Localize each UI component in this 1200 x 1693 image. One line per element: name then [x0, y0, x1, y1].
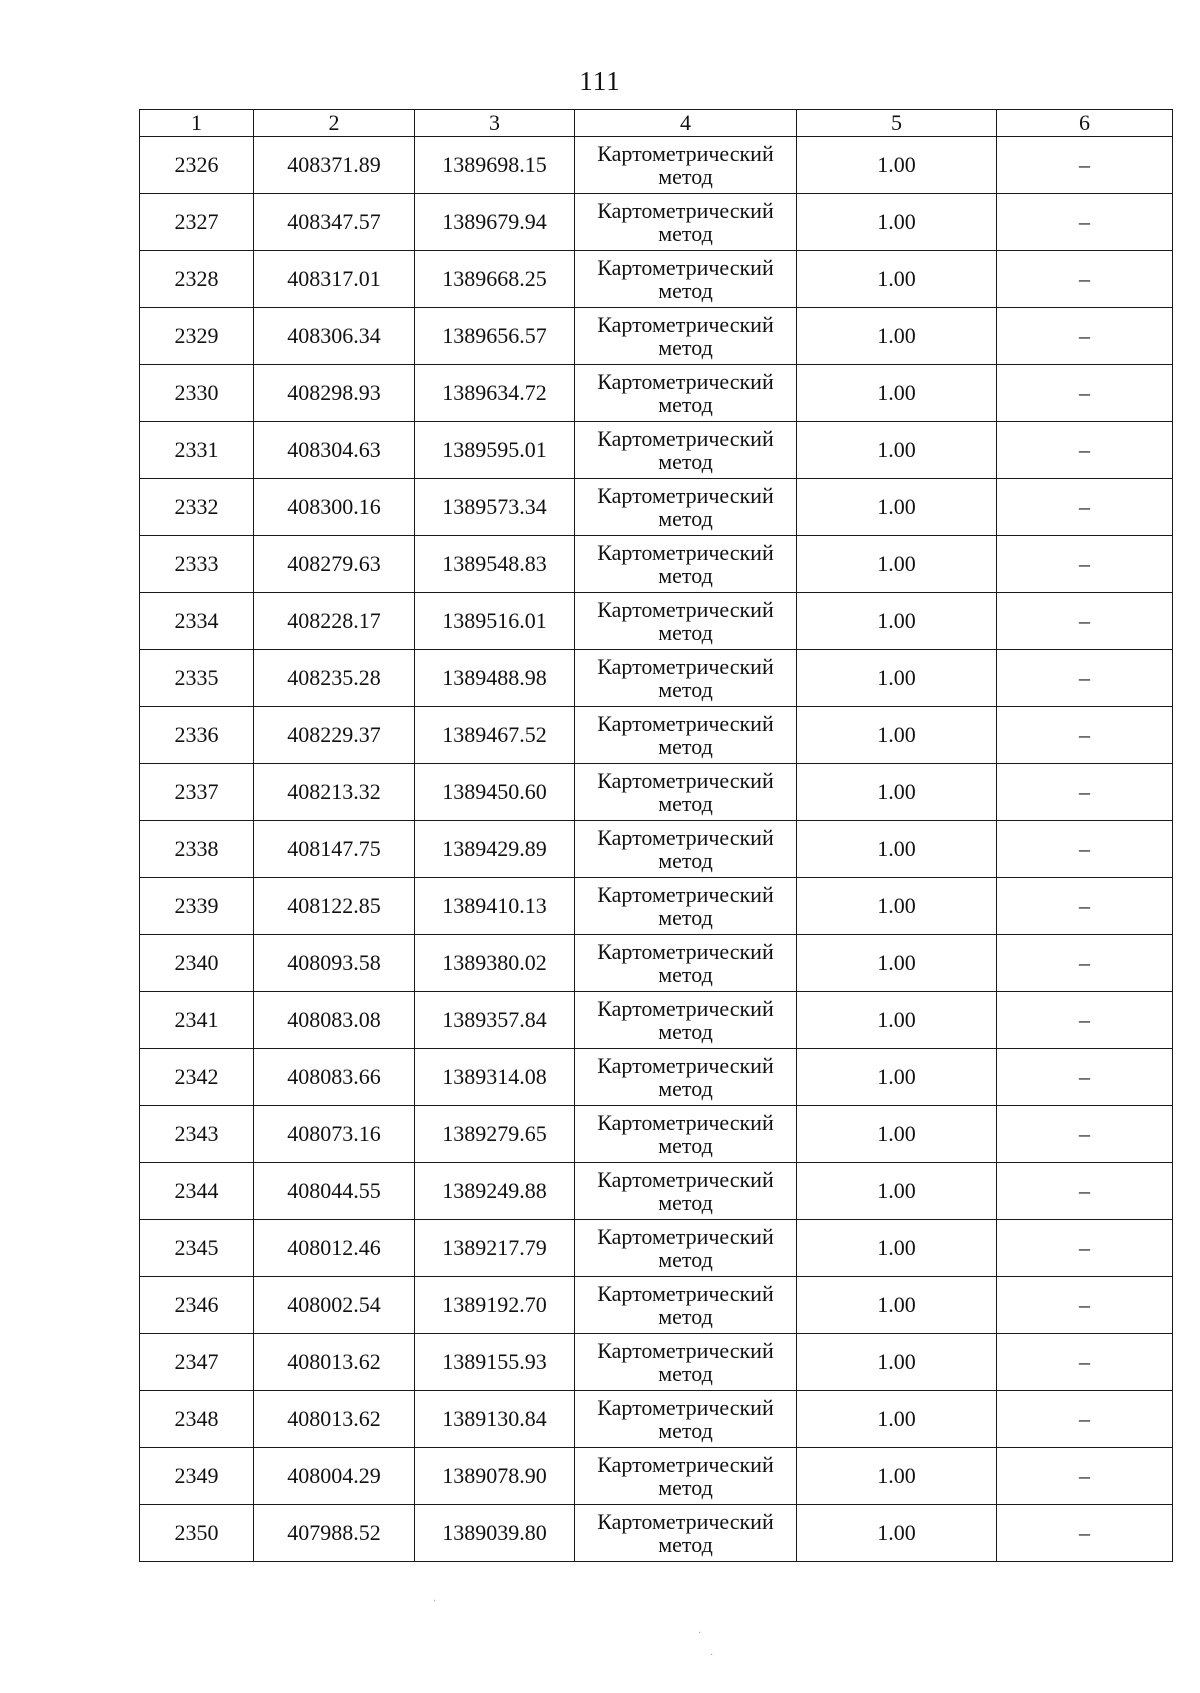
accuracy-cell: 1.00 — [797, 1334, 997, 1391]
method-line-1: Картометрический — [597, 426, 774, 451]
y-coordinate-cell: 1389314.08 — [415, 1049, 575, 1106]
method-line-1: Картометрический — [597, 1452, 774, 1477]
x-coordinate-cell: 408073.16 — [254, 1106, 415, 1163]
point-number-cell: 2342 — [140, 1049, 254, 1106]
empty-cell: – — [997, 1220, 1173, 1277]
y-coordinate-cell: 1389467.52 — [415, 707, 575, 764]
method-line-2: метод — [658, 1247, 713, 1272]
empty-cell: – — [997, 1448, 1173, 1505]
table-row — [140, 365, 1173, 422]
point-number-cell: 2331 — [140, 422, 254, 479]
method-line-1: Картометрический — [597, 1281, 774, 1306]
empty-cell: – — [997, 935, 1173, 992]
scan-speck: · — [433, 1596, 437, 1607]
accuracy-cell: 1.00 — [797, 707, 997, 764]
accuracy-cell: 1.00 — [797, 593, 997, 650]
method-line-2: метод — [658, 1532, 713, 1557]
table-row — [140, 137, 1173, 194]
y-coordinate-cell: 1389450.60 — [415, 764, 575, 821]
x-coordinate-cell: 408004.29 — [254, 1448, 415, 1505]
method-line-2: метод — [658, 1361, 713, 1386]
method-line-2: метод — [658, 1475, 713, 1500]
accuracy-cell: 1.00 — [797, 1106, 997, 1163]
method-line-2: метод — [658, 1133, 713, 1158]
x-coordinate-cell: 408093.58 — [254, 935, 415, 992]
x-coordinate-cell: 407988.52 — [254, 1505, 415, 1562]
y-coordinate-cell: 1389668.25 — [415, 251, 575, 308]
method-line-1: Картометрический — [597, 255, 774, 280]
point-number-cell: 2337 — [140, 764, 254, 821]
method-cell — [575, 251, 797, 308]
y-coordinate-cell: 1389679.94 — [415, 194, 575, 251]
table-row — [140, 650, 1173, 707]
method-line-1: Картометрический — [597, 597, 774, 622]
empty-cell: – — [997, 1106, 1173, 1163]
y-coordinate-cell: 1389656.57 — [415, 308, 575, 365]
method-cell — [575, 1505, 797, 1562]
table-body — [140, 137, 1173, 1562]
y-coordinate-cell: 1389548.83 — [415, 536, 575, 593]
y-coordinate-cell: 1389130.84 — [415, 1391, 575, 1448]
accuracy-cell: 1.00 — [797, 194, 997, 251]
empty-cell: – — [997, 308, 1173, 365]
method-line-2: метод — [658, 848, 713, 873]
method-cell — [575, 365, 797, 422]
table-row — [140, 821, 1173, 878]
method-cell — [575, 194, 797, 251]
point-number-cell: 2339 — [140, 878, 254, 935]
table-row — [140, 536, 1173, 593]
method-line-2: метод — [658, 335, 713, 360]
accuracy-cell: 1.00 — [797, 935, 997, 992]
method-cell — [575, 650, 797, 707]
point-number-cell: 2345 — [140, 1220, 254, 1277]
method-line-2: метод — [658, 1304, 713, 1329]
method-line-2: метод — [658, 1019, 713, 1044]
point-number-cell: 2334 — [140, 593, 254, 650]
method-line-1: Картометрический — [597, 198, 774, 223]
method-cell — [575, 1448, 797, 1505]
empty-cell: – — [997, 536, 1173, 593]
method-cell — [575, 1334, 797, 1391]
y-coordinate-cell: 1389488.98 — [415, 650, 575, 707]
method-line-2: метод — [658, 791, 713, 816]
point-number-cell: 2336 — [140, 707, 254, 764]
table-row — [140, 1049, 1173, 1106]
method-cell — [575, 992, 797, 1049]
point-number-cell: 2343 — [140, 1106, 254, 1163]
point-number-cell: 2330 — [140, 365, 254, 422]
method-cell — [575, 1163, 797, 1220]
x-coordinate-cell: 408304.63 — [254, 422, 415, 479]
y-coordinate-cell: 1389155.93 — [415, 1334, 575, 1391]
method-cell — [575, 878, 797, 935]
method-line-2: метод — [658, 164, 713, 189]
empty-cell: – — [997, 365, 1173, 422]
method-line-2: метод — [658, 506, 713, 531]
column-header: 3 — [415, 110, 575, 137]
table-row — [140, 1391, 1173, 1448]
method-line-2: метод — [658, 962, 713, 987]
column-header: 5 — [797, 110, 997, 137]
empty-cell: – — [997, 764, 1173, 821]
method-line-2: метод — [658, 1076, 713, 1101]
table-row — [140, 764, 1173, 821]
y-coordinate-cell: 1389634.72 — [415, 365, 575, 422]
method-cell — [575, 1049, 797, 1106]
accuracy-cell: 1.00 — [797, 308, 997, 365]
empty-cell: – — [997, 1391, 1173, 1448]
x-coordinate-cell: 408371.89 — [254, 137, 415, 194]
accuracy-cell: 1.00 — [797, 422, 997, 479]
empty-cell: – — [997, 650, 1173, 707]
empty-cell: – — [997, 593, 1173, 650]
y-coordinate-cell: 1389429.89 — [415, 821, 575, 878]
method-cell — [575, 479, 797, 536]
table-row — [140, 878, 1173, 935]
y-coordinate-cell: 1389249.88 — [415, 1163, 575, 1220]
accuracy-cell: 1.00 — [797, 1448, 997, 1505]
page-number: 111 — [579, 66, 621, 96]
empty-cell: – — [997, 1163, 1173, 1220]
empty-cell: – — [997, 137, 1173, 194]
table-row — [140, 251, 1173, 308]
point-number-cell: 2328 — [140, 251, 254, 308]
method-line-1: Картометрический — [597, 825, 774, 850]
accuracy-cell: 1.00 — [797, 878, 997, 935]
table-row — [140, 1163, 1173, 1220]
accuracy-cell: 1.00 — [797, 1277, 997, 1334]
method-line-1: Картометрический — [597, 1338, 774, 1363]
table-row — [140, 1106, 1173, 1163]
method-line-2: метод — [658, 449, 713, 474]
method-cell — [575, 707, 797, 764]
x-coordinate-cell: 408306.34 — [254, 308, 415, 365]
method-line-1: Картометрический — [597, 1224, 774, 1249]
point-number-cell: 2341 — [140, 992, 254, 1049]
column-header: 2 — [254, 110, 415, 137]
accuracy-cell: 1.00 — [797, 992, 997, 1049]
y-coordinate-cell: 1389573.34 — [415, 479, 575, 536]
empty-cell: – — [997, 251, 1173, 308]
point-number-cell: 2338 — [140, 821, 254, 878]
empty-cell: – — [997, 422, 1173, 479]
table-row — [140, 479, 1173, 536]
x-coordinate-cell: 408235.28 — [254, 650, 415, 707]
table-row — [140, 1334, 1173, 1391]
point-number-cell: 2350 — [140, 1505, 254, 1562]
y-coordinate-cell: 1389595.01 — [415, 422, 575, 479]
y-coordinate-cell: 1389410.13 — [415, 878, 575, 935]
y-coordinate-cell: 1389698.15 — [415, 137, 575, 194]
empty-cell: – — [997, 479, 1173, 536]
table-row — [140, 1505, 1173, 1562]
method-cell — [575, 1277, 797, 1334]
point-number-cell: 2348 — [140, 1391, 254, 1448]
method-line-1: Картометрический — [597, 939, 774, 964]
accuracy-cell: 1.00 — [797, 365, 997, 422]
method-line-2: метод — [658, 620, 713, 645]
x-coordinate-cell: 408213.32 — [254, 764, 415, 821]
column-header: 1 — [140, 110, 254, 137]
accuracy-cell: 1.00 — [797, 1391, 997, 1448]
x-coordinate-cell: 408083.08 — [254, 992, 415, 1049]
accuracy-cell: 1.00 — [797, 137, 997, 194]
point-number-cell: 2349 — [140, 1448, 254, 1505]
method-cell — [575, 422, 797, 479]
x-coordinate-cell: 408229.37 — [254, 707, 415, 764]
y-coordinate-cell: 1389192.70 — [415, 1277, 575, 1334]
x-coordinate-cell: 408013.62 — [254, 1334, 415, 1391]
table-row — [140, 593, 1173, 650]
accuracy-cell: 1.00 — [797, 479, 997, 536]
method-line-2: метод — [658, 392, 713, 417]
y-coordinate-cell: 1389516.01 — [415, 593, 575, 650]
point-number-cell: 2335 — [140, 650, 254, 707]
method-cell — [575, 1391, 797, 1448]
empty-cell: – — [997, 707, 1173, 764]
table-row — [140, 1277, 1173, 1334]
x-coordinate-cell: 408147.75 — [254, 821, 415, 878]
point-number-cell: 2346 — [140, 1277, 254, 1334]
method-cell — [575, 137, 797, 194]
point-number-cell: 2333 — [140, 536, 254, 593]
method-cell — [575, 935, 797, 992]
method-line-1: Картометрический — [597, 1509, 774, 1534]
table-row — [140, 935, 1173, 992]
table-row — [140, 422, 1173, 479]
empty-cell: – — [997, 1334, 1173, 1391]
empty-cell: – — [997, 992, 1173, 1049]
method-line-1: Картометрический — [597, 882, 774, 907]
empty-cell: – — [997, 878, 1173, 935]
method-line-2: метод — [658, 1190, 713, 1215]
method-line-1: Картометрический — [597, 1053, 774, 1078]
y-coordinate-cell: 1389380.02 — [415, 935, 575, 992]
x-coordinate-cell: 408044.55 — [254, 1163, 415, 1220]
table-row — [140, 992, 1173, 1049]
y-coordinate-cell: 1389039.80 — [415, 1505, 575, 1562]
point-number-cell: 2347 — [140, 1334, 254, 1391]
accuracy-cell: 1.00 — [797, 1163, 997, 1220]
method-line-1: Картометрический — [597, 654, 774, 679]
point-number-cell: 2340 — [140, 935, 254, 992]
method-cell — [575, 308, 797, 365]
point-number-cell: 2332 — [140, 479, 254, 536]
method-line-1: Картометрический — [597, 540, 774, 565]
x-coordinate-cell: 408012.46 — [254, 1220, 415, 1277]
table-row — [140, 194, 1173, 251]
x-coordinate-cell: 408347.57 — [254, 194, 415, 251]
method-line-1: Картометрический — [597, 141, 774, 166]
method-line-2: метод — [658, 563, 713, 588]
method-line-1: Картометрический — [597, 369, 774, 394]
column-header: 4 — [575, 110, 797, 137]
method-line-2: метод — [658, 221, 713, 246]
method-line-1: Картометрический — [597, 312, 774, 337]
accuracy-cell: 1.00 — [797, 1505, 997, 1562]
x-coordinate-cell: 408083.66 — [254, 1049, 415, 1106]
method-cell — [575, 764, 797, 821]
x-coordinate-cell: 408228.17 — [254, 593, 415, 650]
method-line-2: метод — [658, 905, 713, 930]
accuracy-cell: 1.00 — [797, 764, 997, 821]
empty-cell: – — [997, 194, 1173, 251]
x-coordinate-cell: 408317.01 — [254, 251, 415, 308]
y-coordinate-cell: 1389357.84 — [415, 992, 575, 1049]
method-line-2: метод — [658, 677, 713, 702]
empty-cell: – — [997, 821, 1173, 878]
method-line-1: Картометрический — [597, 1395, 774, 1420]
column-header: 6 — [997, 110, 1173, 137]
empty-cell: – — [997, 1505, 1173, 1562]
method-line-1: Картометрический — [597, 996, 774, 1021]
table-row — [140, 1448, 1173, 1505]
y-coordinate-cell: 1389217.79 — [415, 1220, 575, 1277]
x-coordinate-cell: 408300.16 — [254, 479, 415, 536]
point-number-cell: 2329 — [140, 308, 254, 365]
method-cell — [575, 821, 797, 878]
point-number-cell: 2327 — [140, 194, 254, 251]
method-line-1: Картометрический — [597, 483, 774, 508]
method-line-2: метод — [658, 1418, 713, 1443]
method-line-1: Картометрический — [597, 711, 774, 736]
y-coordinate-cell: 1389078.90 — [415, 1448, 575, 1505]
point-number-cell: 2344 — [140, 1163, 254, 1220]
table-row — [140, 1220, 1173, 1277]
scan-speck: · — [698, 1628, 702, 1639]
method-line-2: метод — [658, 278, 713, 303]
accuracy-cell: 1.00 — [797, 536, 997, 593]
method-line-1: Картометрический — [597, 1110, 774, 1135]
x-coordinate-cell: 408298.93 — [254, 365, 415, 422]
accuracy-cell: 1.00 — [797, 251, 997, 308]
method-cell — [575, 1106, 797, 1163]
accuracy-cell: 1.00 — [797, 821, 997, 878]
scan-speck: · — [710, 1650, 714, 1661]
accuracy-cell: 1.00 — [797, 1049, 997, 1106]
method-cell — [575, 1220, 797, 1277]
x-coordinate-cell: 408013.62 — [254, 1391, 415, 1448]
accuracy-cell: 1.00 — [797, 1220, 997, 1277]
point-number-cell: 2326 — [140, 137, 254, 194]
empty-cell: – — [997, 1277, 1173, 1334]
x-coordinate-cell: 408122.85 — [254, 878, 415, 935]
y-coordinate-cell: 1389279.65 — [415, 1106, 575, 1163]
method-line-2: метод — [658, 734, 713, 759]
method-line-1: Картометрический — [597, 1167, 774, 1192]
method-cell — [575, 536, 797, 593]
method-line-1: Картометрический — [597, 768, 774, 793]
x-coordinate-cell: 408279.63 — [254, 536, 415, 593]
table-row — [140, 707, 1173, 764]
table-row — [140, 308, 1173, 365]
method-cell — [575, 593, 797, 650]
header-row — [140, 110, 1173, 137]
empty-cell: – — [997, 1049, 1173, 1106]
x-coordinate-cell: 408002.54 — [254, 1277, 415, 1334]
coordinates-table — [139, 109, 1173, 1562]
accuracy-cell: 1.00 — [797, 650, 997, 707]
